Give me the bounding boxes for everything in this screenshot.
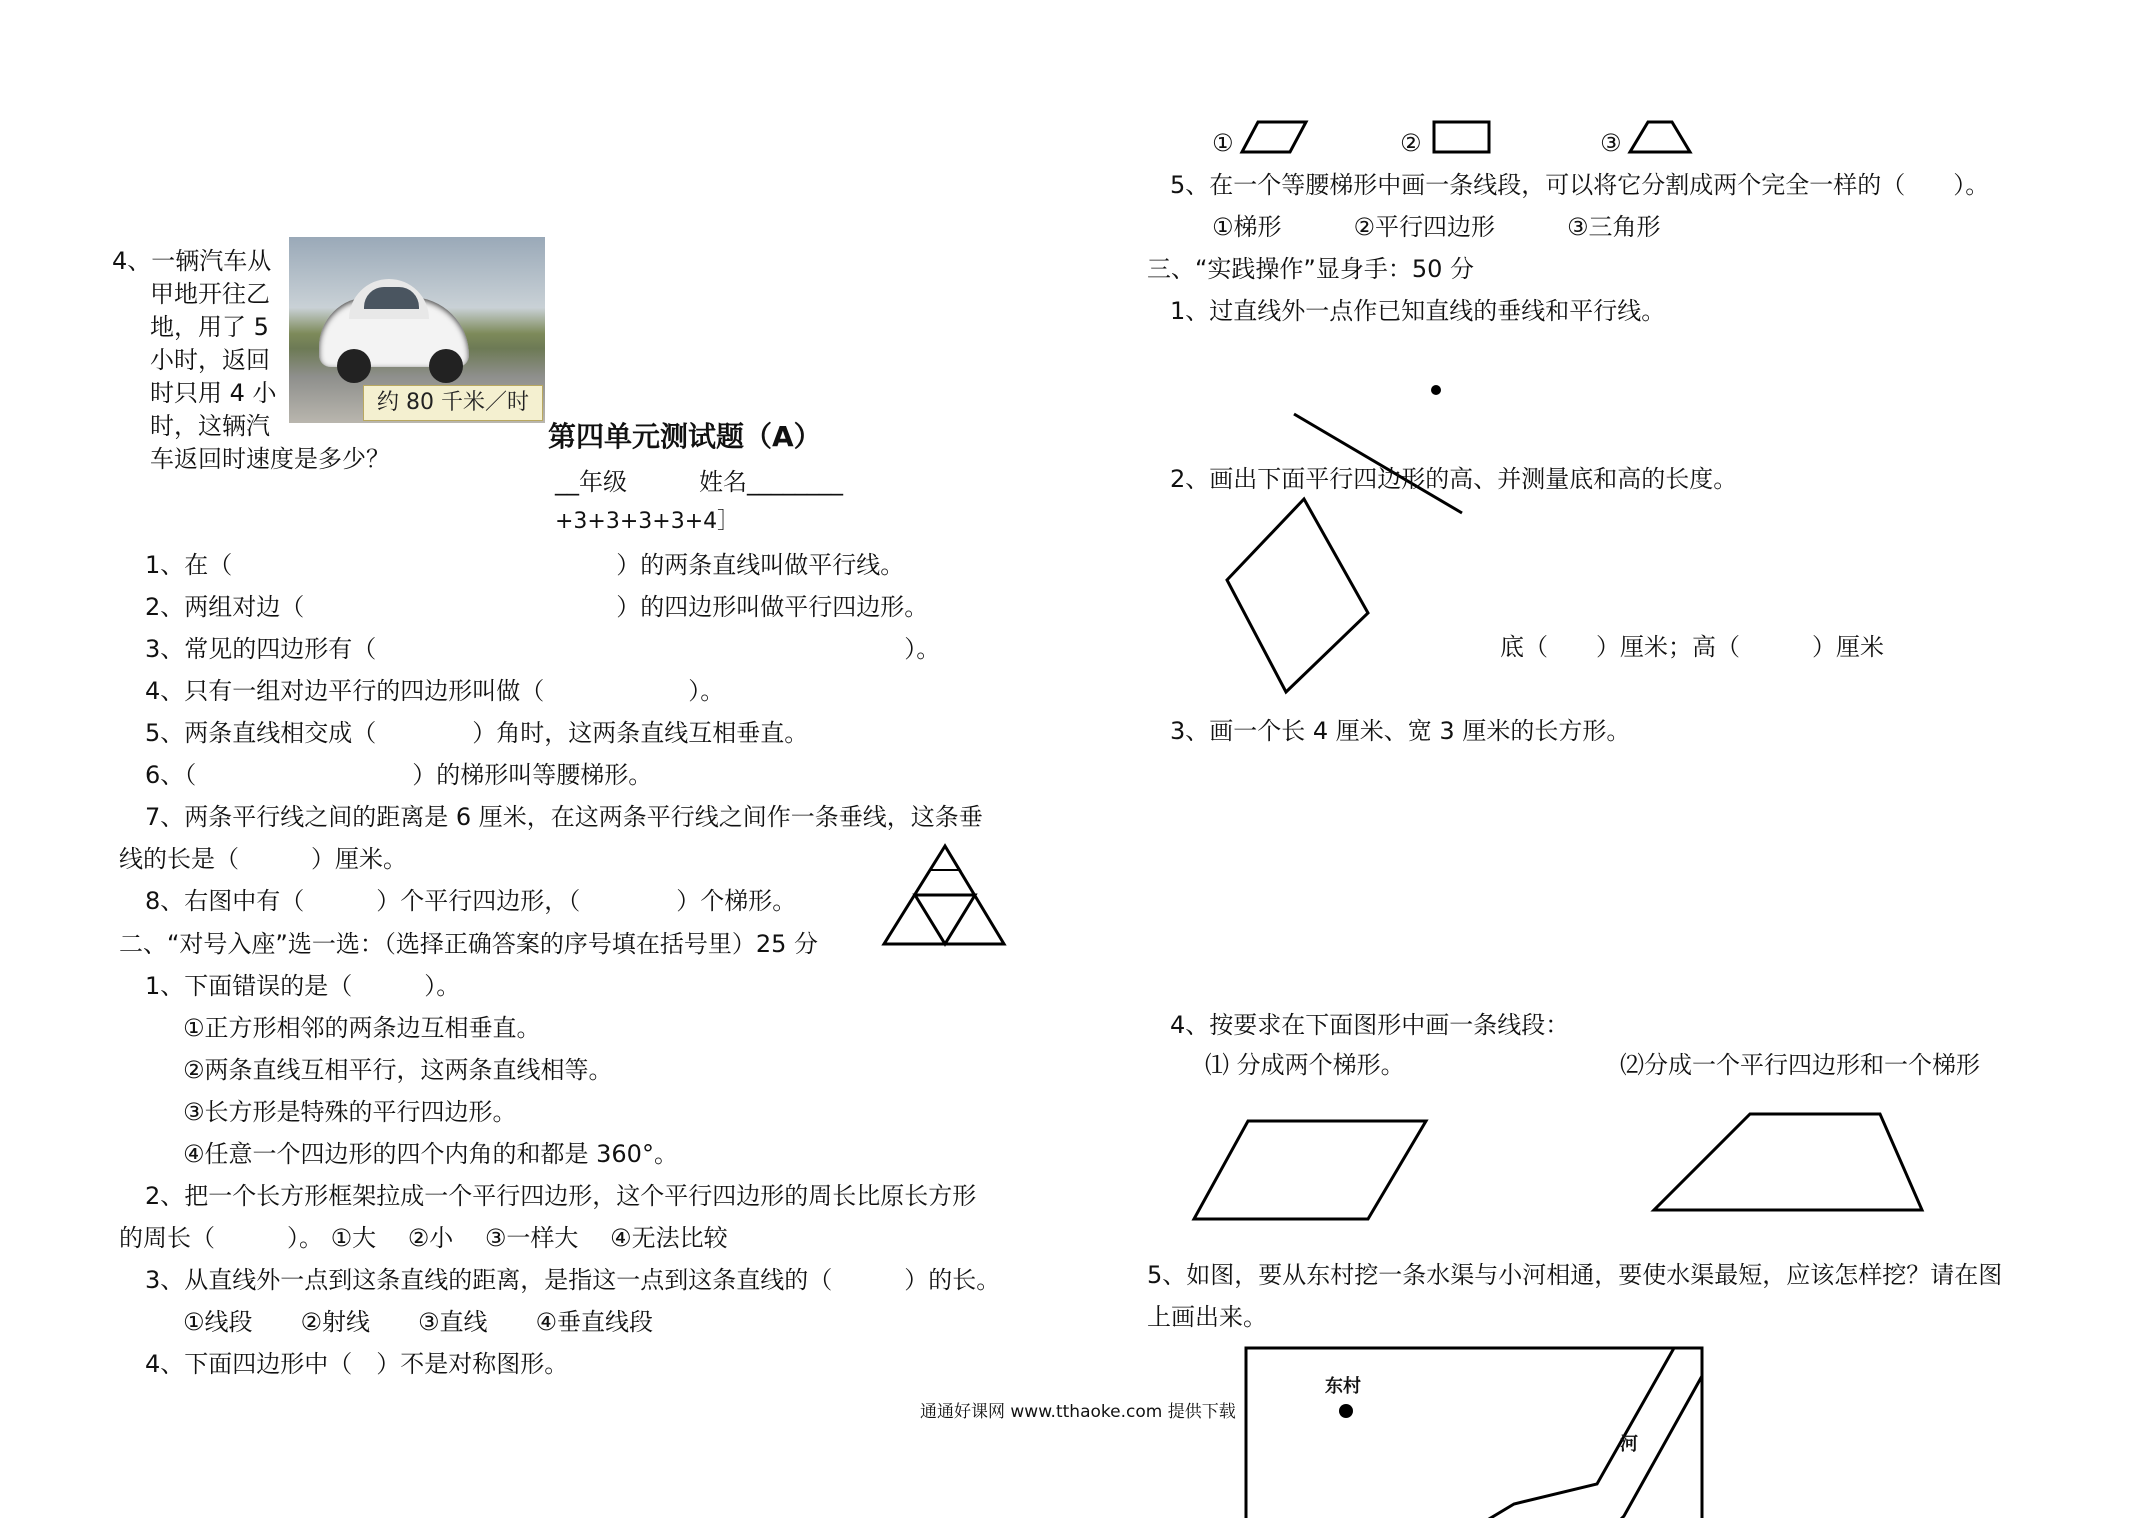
triangle-figure (880, 842, 1010, 957)
q4-line-7: 车返回时速度是多少？ (150, 445, 390, 473)
mc-q3: 3、从直线外一点到这条直线的距离，是指这一点到这条直线的（ ）的长。 (145, 1266, 1001, 1294)
shape-opt-2-label: ② (1400, 129, 1422, 157)
fill-q1: 1、在（ ）的两条直线叫做平行线。 (145, 551, 905, 579)
score-fragment: +3+3+3+3+4］ (555, 509, 740, 534)
mc-q1-opt2: ②两条直线互相平行，这两条直线相等。 (183, 1056, 613, 1084)
car-wheel (429, 349, 463, 383)
fill-q3: 3、常见的四边形有（ ）。 (145, 635, 941, 663)
fill-q4: 4、只有一组对边平行的四边形叫做（ ）。 (145, 677, 725, 705)
car-photo (289, 237, 545, 423)
practice-q4-a: ⑴ 分成两个梯形。 (1205, 1051, 1405, 1079)
footer-credit: 通通好课网 www.tthaoke.com 提供下载 (920, 1402, 1236, 1422)
village-label: 东村 (1325, 1376, 1361, 1397)
trapezoid-shape (1628, 120, 1692, 154)
mc-q4: 4、下面四边形中（ ）不是对称图形。 (145, 1350, 569, 1378)
mc-q1: 1、下面错误的是（ ）。 (145, 972, 461, 1000)
rhombus-figure (1222, 495, 1372, 695)
q4-line-4: 小时，返回 (150, 346, 270, 374)
parallelogram-shape (1240, 120, 1310, 154)
mc-q1-opt3: ③长方形是特殊的平行四边形。 (183, 1098, 517, 1126)
fill-q5: 5、两条直线相交成（ ）角时，这两条直线互相垂直。 (145, 719, 809, 747)
river-label: 河 (1620, 1434, 1638, 1455)
river-map (1244, 1346, 1704, 1518)
mc-q1-opt1: ①正方形相邻的两条边互相垂直。 (183, 1014, 541, 1042)
section-3-heading: 三、“实践操作”显身手：50 分 (1147, 255, 1475, 283)
q4-line-2: 甲地开往乙 (150, 280, 270, 308)
practice-q1: 1、过直线外一点作已知直线的垂线和平行线。 (1170, 297, 1666, 325)
trapezoid-figure (1650, 1110, 1930, 1215)
practice-q4-b: ⑵分成一个平行四边形和一个梯形 (1620, 1051, 1980, 1079)
shape-opt-1-label: ① (1212, 129, 1234, 157)
practice-q2: 2、画出下面平行四边形的高、并测量底和高的长度。 (1170, 465, 1738, 493)
grade-name-line: __年级 姓名________ (555, 468, 843, 496)
mc-q5-opts: ①梯形 ②平行四边形 ③三角形 (1212, 213, 1661, 241)
practice-q3: 3、画一个长 4 厘米、宽 3 厘米的长方形。 (1170, 717, 1631, 745)
q4-line-5: 时只用 4 小 (150, 379, 277, 407)
section-2-heading: 二、“对号入座”选一选：（选择正确答案的序号填在括号里）25 分 (119, 930, 819, 958)
fill-q7: 7、两条平行线之间的距离是 6 厘米，在这两条平行线之间作一条垂线，这条垂 (145, 803, 983, 831)
page-title: 第四单元测试题（A） (548, 420, 822, 453)
fill-q6: 6、（ ）的梯形叫等腰梯形。 (145, 761, 653, 789)
parallelogram-figure (1190, 1115, 1430, 1225)
practice-q5-cont: 上画出来。 (1147, 1303, 1267, 1331)
fill-q8: 8、右图中有（ ）个平行四边形，（ ）个梯形。 (145, 887, 797, 915)
mc-q3-opts: ①线段 ②射线 ③直线 ④垂直线段 (183, 1308, 654, 1336)
q4-line-6: 时，这辆汽 (150, 412, 270, 440)
car-speed-label: 约 80 千米／时 (363, 385, 543, 421)
car-wheel (337, 349, 371, 383)
mc-q2: 2、把一个长方形框架拉成一个平行四边形，这个平行四边形的周长比原长方形 (145, 1182, 977, 1210)
fill-q2: 2、两组对边（ ）的四边形叫做平行四边形。 (145, 593, 929, 621)
shape-opt-3-label: ③ (1600, 129, 1622, 157)
fill-q7-cont: 线的长是（ ）厘米。 (119, 845, 407, 873)
mc-q1-opt4: ④任意一个四边形的四个内角的和都是 360°。 (183, 1140, 678, 1168)
car-window (364, 287, 419, 309)
practice-q5: 5、如图，要从东村挖一条水渠与小河相通，要使水渠最短，应该怎样挖？请在图 (1147, 1261, 2003, 1289)
mc-q2-cont: 的周长（ ）。 ①大 ②小 ③一样大 ④无法比较 (119, 1224, 728, 1252)
practice-q4: 4、按要求在下面图形中画一条线段： (1170, 1011, 1570, 1039)
q4-line-1: 4、一辆汽车从 (112, 247, 272, 275)
mc-q5: 5、在一个等腰梯形中画一条线段，可以将它分割成两个完全一样的（ ）。 (1170, 171, 1990, 199)
q4-line-3: 地，用了 5 (150, 313, 269, 341)
rectangle-shape (1432, 120, 1492, 154)
practice-q2-answer: 底（ ）厘米；高（ ）厘米 (1500, 633, 1884, 661)
